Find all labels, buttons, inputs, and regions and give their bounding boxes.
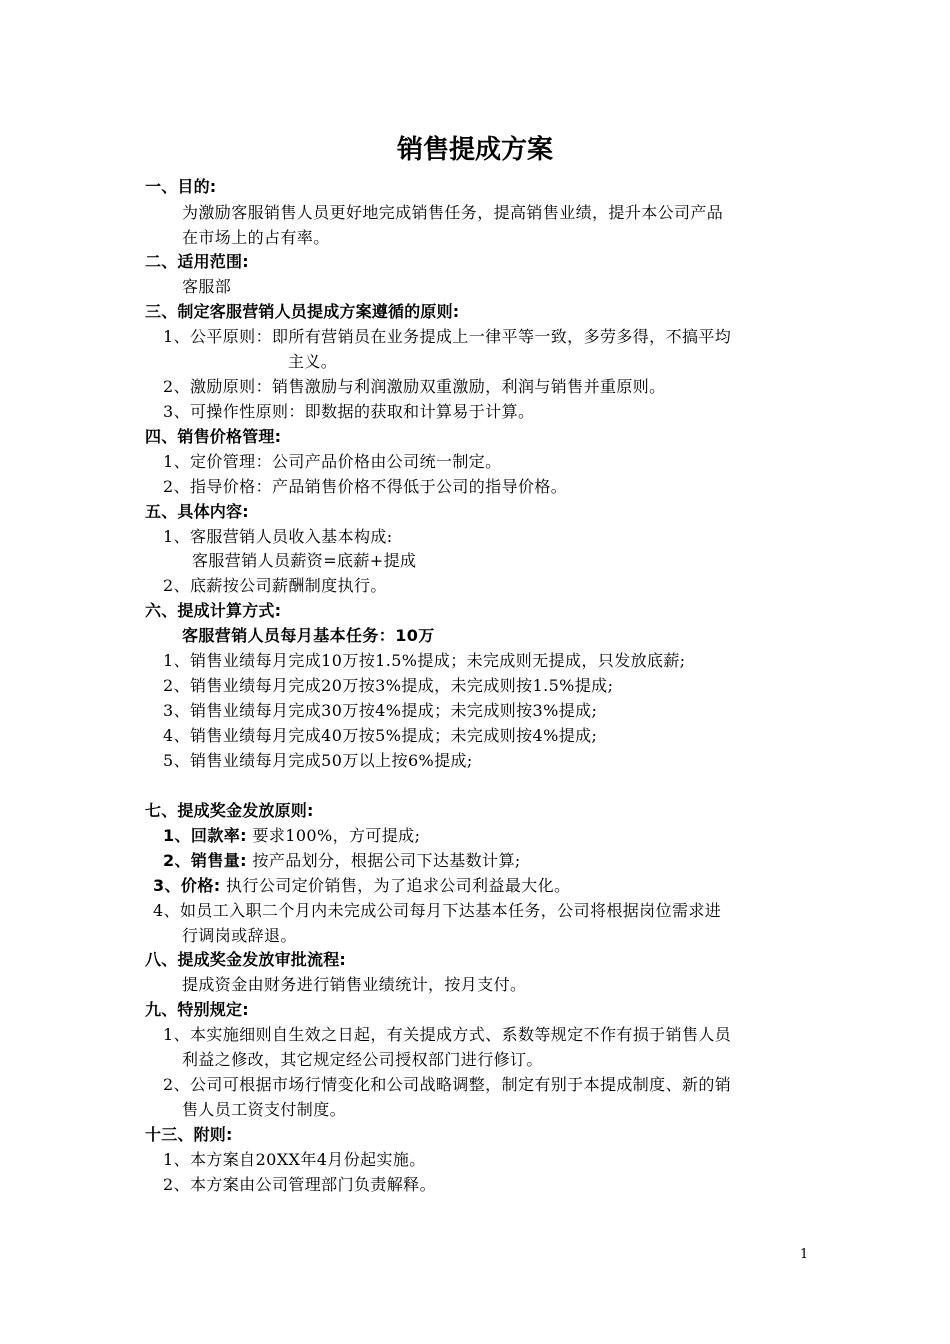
section-2-text: 客服部 [182,277,232,296]
section-4-item-1: 1、定价管理：公司产品价格由公司统一制定。 [163,452,502,471]
section-7-item-1 [163,824,420,848]
section-1-heading: 一、目的: [145,177,217,196]
section-6-base-task: 客服营销人员每月基本任务：10万 [182,626,435,645]
section-6-item-5: 5、销售业绩每月完成50万以上按6%提成; [163,751,473,770]
section-9-item-2-line-1: 2、公司可根据市场行情变化和公司战略调整，制定有别于本提成制度、新的销 [163,1075,732,1094]
section-1-text-line-1: 为激励客服销售人员更好地完成销售任务，提高销售业绩，提升本公司产品 [182,203,724,222]
section-5-heading: 五、具体内容: [145,502,249,521]
section-7-item-1-text: 要求100%，方可提成; [252,826,421,845]
section-7-item-3 [153,874,570,898]
section-7-item-2-text: 按产品划分，根据公司下达基数计算; [252,851,521,870]
section-6-heading: 六、提成计算方式: [145,601,282,620]
section-7-item-4-line-1: 4、如员工入职二个月内未完成公司每月下达基本任务，公司将根据岗位需求进 [153,901,722,920]
section-3-item-3: 3、可操作性原则：即数据的获取和计算易于计算。 [163,402,535,421]
page-number: 1 [800,1247,809,1262]
section-3-item-2: 2、激励原则：销售激励与利润激励双重激励，利润与销售并重原则。 [163,377,666,396]
section-3-heading: 三、制定客服营销人员提成方案遵循的原则: [145,302,460,321]
section-6-item-3: 3、销售业绩每月完成30万按4%提成；未完成则按3%提成; [163,701,598,720]
section-9-heading: 九、特别规定: [145,1000,249,1019]
section-8-heading: 八、提成奖金发放审批流程: [145,950,346,969]
section-7-item-4-line-2: 行调岗或辞退。 [182,926,297,945]
section-7-item-3-label: 3、价格: [153,876,221,895]
section-7-heading: 七、提成奖金发放原则: [145,801,314,820]
document-title: 销售提成方案 [396,135,553,165]
section-7-item-2-label: 2、销售量: [163,851,247,870]
section-13-item-1: 1、本方案自20XX年4月份起实施。 [163,1150,426,1169]
section-9-item-1-line-2: 利益之修改，其它规定经公司授权部门进行修订。 [182,1050,543,1069]
section-13-heading: 十三、附则: [145,1125,233,1144]
section-5-item-2: 2、底薪按公司薪酬制度执行。 [163,576,387,595]
section-13-item-2: 2、本方案由公司管理部门负责解释。 [163,1175,436,1194]
section-6-item-1: 1、销售业绩每月完成10万按1.5%提成；未完成则无提成，只发放底薪; [163,651,686,670]
section-3-item-1-line-1: 1、公平原则：即所有营销员在业务提成上一律平等一致，多劳多得，不搞平均 [163,327,732,346]
section-6-item-2: 2、销售业绩每月完成20万按3%提成，未完成则按1.5%提成; [163,676,614,695]
section-3-item-1-line-2: 主义。 [288,352,338,371]
section-8-text: 提成资金由财务进行销售业绩统计，按月支付。 [182,975,527,994]
section-2-heading: 二、适用范围: [145,252,249,271]
section-7-item-3-text: 执行公司定价销售，为了追求公司利益最大化。 [226,876,571,895]
section-7-item-1-label: 1、回款率: [163,826,247,845]
section-4-heading: 四、销售价格管理: [145,427,282,446]
section-9-item-2-line-2: 售人员工资支付制度。 [182,1100,347,1119]
section-5-item-1: 1、客服营销人员收入基本构成: [163,527,393,546]
section-1-text-line-2: 在市场上的占有率。 [182,228,330,247]
section-7-item-2 [163,849,521,873]
section-6-item-4: 4、销售业绩每月完成40万按5%提成；未完成则按4%提成; [163,726,598,745]
section-9-item-1-line-1: 1、本实施细则自生效之日起，有关提成方式、系数等规定不作有损于销售人员 [163,1025,732,1044]
section-5-item-1-formula: 客服营销人员薪资=底薪+提成 [192,551,417,570]
section-4-item-2: 2、指导价格：产品销售价格不得低于公司的指导价格。 [163,477,568,496]
